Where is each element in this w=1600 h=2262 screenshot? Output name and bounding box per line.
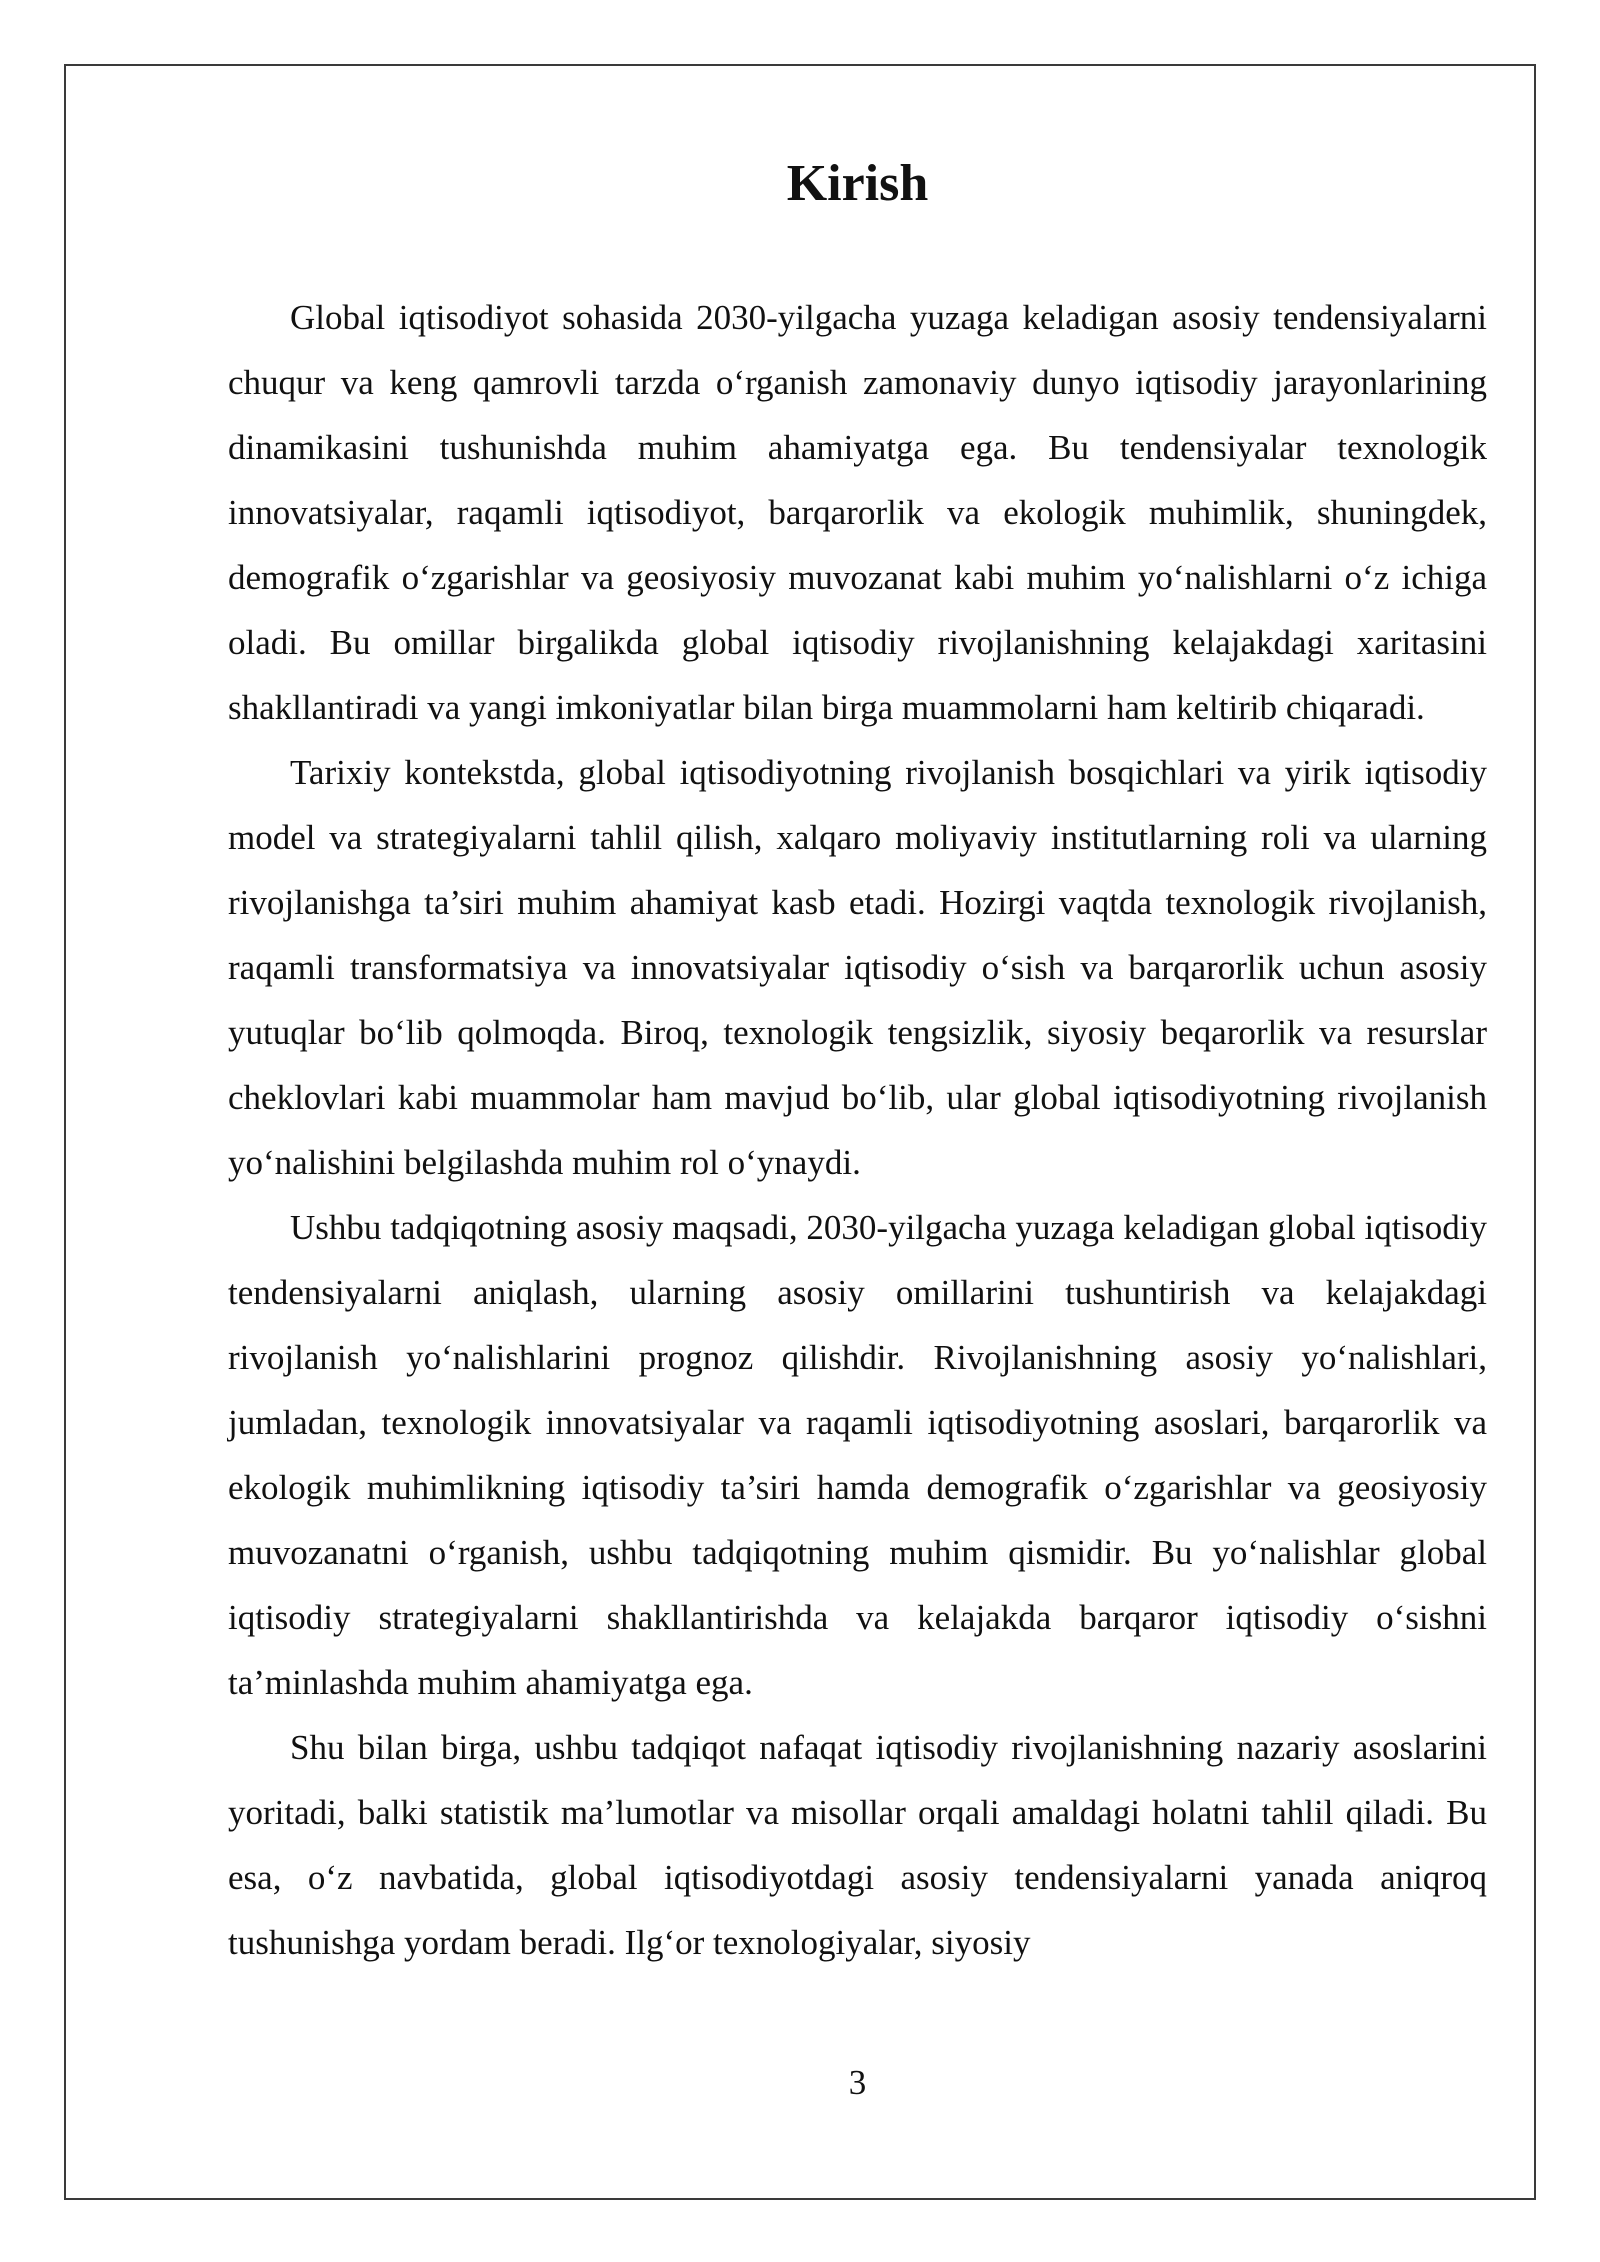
paragraph-4: Shu bilan birga, ushbu tadqiqot nafaqat iqtisodiy rivojlanishning nazariy asoslarini yoritadi, balki statistik ma’lumotlar va misollar orqali amaldagi holatni tahlil qiladi. Bu esa, o‘z navbatida, global iqtisodiyotdagi asosiy tendensiyalarni yanada aniqroq tushunishga yordam beradi. Ilg‘or texnologiyalar, siyosiy (228, 1728, 1487, 1962)
page-number: 3 (848, 2063, 867, 2102)
page-title: Kirish (786, 155, 929, 212)
body-text (228, 285, 1487, 1975)
paragraph-1: Global iqtisodiyot sohasida 2030-yilgacha yuzaga keladigan asosiy tendensiyalarni chuqur va keng qamrovli tarzda o‘rganish zamonaviy dunyo iqtisodiy jarayonlarining dinamikasini tushunishda muhim ahamiyatga ega. Bu tendensiyalar texnologik innovatsiyalar, raqamli iqtisodiyot, barqarorlik va ekologik muhimlik, shuningdek, demografik o‘zgarishlar va geosiyosiy muvozanat kabi muhim yo‘nalishlarni o‘z ichiga oladi. Bu omillar birgalikda global iqtisodiy rivojlanishning kelajakdagi xaritasini shakllantiradi va yangi imkoniyatlar bilan birga muammolarni ham keltirib chiqaradi. (228, 298, 1487, 727)
paragraph-2: Tarixiy kontekstda, global iqtisodiyotning rivojlanish bosqichlari va yirik iqtisodiy model va strategiyalarni tahlil qilish, xalqaro moliyaviy institutlarning roli va ularning rivojlanishga ta’siri muhim ahamiyat kasb etadi. Hozirgi vaqtda texnologik rivojlanish, raqamli transformatsiya va innovatsiyalar iqtisodiy o‘sish va barqarorlik uchun asosiy yutuqlar bo‘lib qolmoqda. Biroq, texnologik tengsizlik, siyosiy beqarorlik va resurslar cheklovlari kabi muammolar ham mavjud bo‘lib, ular global iqtisodiyotning rivojlanish yo‘nalishini belgilashda muhim rol o‘ynaydi. (228, 753, 1487, 1182)
paragraph-3: Ushbu tadqiqotning asosiy maqsadi, 2030-yilgacha yuzaga keladigan global iqtisodiy tendensiyalarni aniqlash, ularning asosiy omillarini tushuntirish va kelajakdagi rivojlanish yo‘nalishlarini prognoz qilishdir. Rivojlanishning asosiy yo‘nalishlari, jumladan, texnologik innovatsiyalar va raqamli iqtisodiyotning asoslari, barqarorlik va ekologik muhimlikning iqtisodiy ta’siri hamda demografik o‘zgarishlar va geosiyosiy muvozanatni o‘rganish, ushbu tadqiqotning muhim qismidir. Bu yo‘nalishlar global iqtisodiy strategiyalarni shakllantirishda va kelajakda barqaror iqtisodiy o‘sishni ta’minlashda muhim ahamiyatga ega. (228, 1208, 1487, 1702)
